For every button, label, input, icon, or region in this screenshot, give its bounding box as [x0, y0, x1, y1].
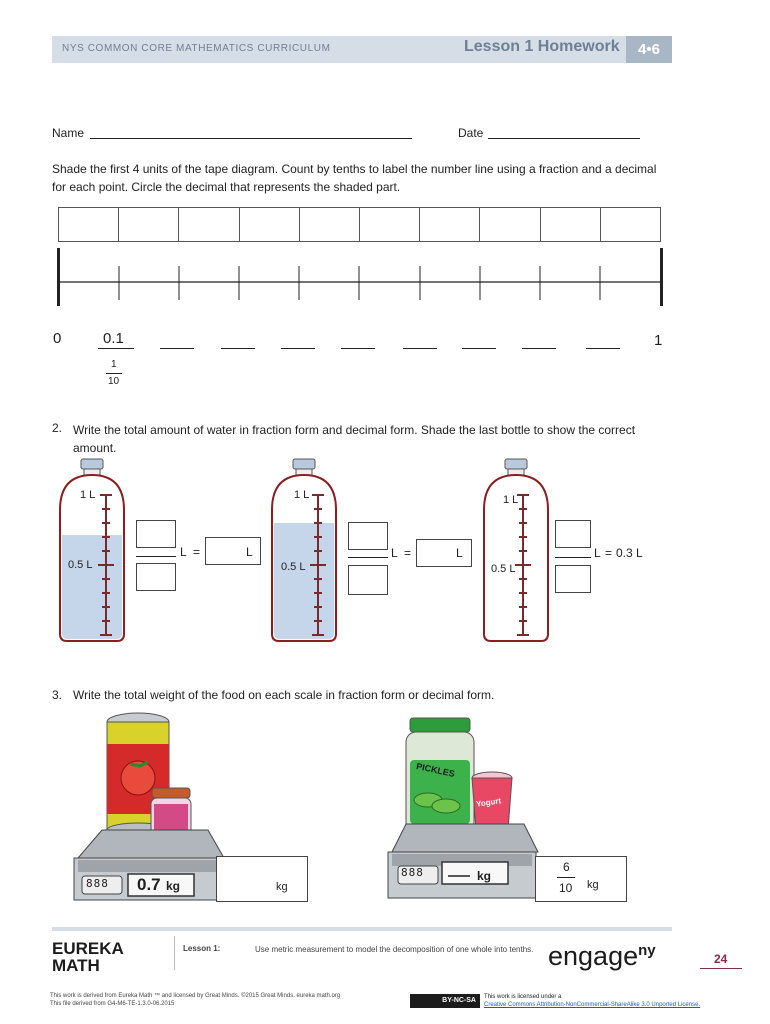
weight-fraction-denominator: 10: [559, 881, 573, 895]
problem3-number: 3.: [52, 688, 63, 702]
engageny-logo: [548, 941, 656, 972]
tape-unit[interactable]: [58, 207, 118, 242]
footer-lesson-description: Use metric measurement to model the decomposition of one whole into tenths.: [255, 945, 534, 954]
tape-unit[interactable]: [299, 207, 359, 242]
logo-line-2: MATH: [52, 956, 100, 975]
cc-badge-text: BY-NC-SA: [442, 997, 476, 1004]
denominator-box[interactable]: [348, 565, 388, 595]
water-bottle: [54, 458, 130, 644]
credit-line-1: This work is derived from Eureka Math ™ and licensed by Great Minds. ©2015 Great Minds. eureka math.org: [50, 993, 341, 999]
fraction-unit: L: [180, 545, 187, 559]
credit-line-2: This file derived from G4-M6-TE-1.3.0-06.2015: [50, 1001, 175, 1007]
bottle-top-label: 1 L: [294, 489, 310, 501]
number-line-start: 0: [53, 330, 62, 347]
decimal-blank[interactable]: [341, 347, 375, 349]
fraction-unit: L: [594, 546, 601, 560]
bottle-top-label: 1 L: [80, 489, 96, 501]
date-field[interactable]: [488, 138, 640, 139]
bottle-mid-label: 0.5 L: [491, 563, 516, 575]
scale-display-unit: kg: [166, 879, 181, 893]
weight-answer-unit: kg: [587, 879, 599, 891]
tape-unit[interactable]: [540, 207, 600, 242]
fraction-bar: [348, 557, 388, 558]
tape-unit[interactable]: [419, 207, 479, 242]
tape-unit[interactable]: [359, 207, 419, 242]
fraction-bar: [136, 556, 176, 557]
lesson-title: Lesson 1 Homework: [464, 38, 620, 55]
numerator-box[interactable]: [136, 520, 176, 548]
decimal-blank[interactable]: [221, 347, 255, 349]
tape-unit[interactable]: [178, 207, 238, 242]
decimal-blank[interactable]: [403, 347, 437, 349]
weight-answer-box[interactable]: [535, 856, 627, 902]
scale-display-unit: kg: [477, 869, 492, 883]
cc-license-badge[interactable]: [410, 994, 480, 1008]
decimal-blank[interactable]: [281, 347, 315, 349]
name-label: Name: [52, 126, 85, 140]
date-label: Date: [458, 126, 484, 140]
decimal-blank[interactable]: [522, 347, 556, 349]
first-fraction-denominator: 10: [108, 376, 120, 387]
bottle-mid-label: 0.5 L: [68, 559, 93, 571]
page-number: 24: [714, 952, 728, 966]
decimal-unit: L: [246, 545, 253, 559]
grade-module-badge: 4•6: [626, 36, 672, 63]
denominator-box[interactable]: [136, 563, 176, 591]
tape-unit[interactable]: [479, 207, 539, 242]
bottle-top-label: 1 L: [503, 494, 519, 506]
bottle-mid-label: 0.5 L: [281, 561, 306, 573]
decimal-blank[interactable]: [160, 347, 194, 349]
number-line-end: 1: [654, 332, 663, 349]
problem2-number: 2.: [52, 421, 63, 435]
footer-lesson-label: Lesson 1:: [183, 944, 221, 953]
equals-sign: =: [193, 545, 201, 559]
numerator-box[interactable]: [555, 520, 591, 548]
tape-unit[interactable]: [239, 207, 299, 242]
curriculum-title: NYS COMMON CORE MATHEMATICS CURRICULUM: [62, 43, 331, 54]
first-fraction-bar: [106, 373, 122, 374]
equals-sign: =: [605, 546, 613, 560]
name-field[interactable]: [90, 138, 412, 139]
first-decimal-underline: [98, 348, 134, 349]
denominator-box[interactable]: [555, 565, 591, 593]
license-text: [484, 993, 700, 1009]
equals-sign: =: [404, 546, 412, 560]
first-decimal-label: 0.1: [103, 330, 124, 347]
brand-text: engage: [548, 941, 639, 971]
decimal-unit: L: [456, 546, 463, 560]
decimal-blank[interactable]: [586, 347, 620, 349]
numerator-box[interactable]: [348, 522, 388, 550]
scale-buttons: 888: [401, 866, 424, 879]
license-link[interactable]: Creative Commons Attribution-NonCommercial-ShareAlike 3.0 Unported License.: [484, 1002, 701, 1008]
first-fraction-numerator: 1: [111, 359, 117, 370]
decimal-blank[interactable]: [462, 347, 496, 349]
water-bottle: [266, 458, 342, 644]
eureka-logo: [52, 940, 124, 974]
weight-fraction-numerator: 6: [563, 860, 570, 874]
license-line-1: This work is licensed under a: [484, 994, 562, 1000]
credit-text: [50, 992, 340, 1008]
footer-rule: [52, 927, 672, 931]
given-decimal-answer: 0.3 L: [616, 546, 643, 560]
decimal-answer-box[interactable]: [416, 539, 472, 567]
problem1-instruction: Shade the first 4 units of the tape diagram. Count by tenths to label the number line using a fraction and a decimal for each point. Circle the decimal that represents the shaded part.: [52, 162, 657, 194]
empty-water-bottle[interactable]: [478, 458, 554, 644]
problem2-instruction: Write the total amount of water in fraction form and decimal form. Shade the last bottle to show the correct amount.: [73, 423, 636, 455]
cup-label: Yogurt: [475, 796, 502, 809]
scale-buttons: 888: [86, 877, 109, 890]
weight-answer-unit: kg: [276, 881, 288, 893]
page-number-rule: [700, 968, 742, 969]
tape-unit[interactable]: [600, 207, 661, 242]
logo-line-1: EUREKA: [52, 939, 124, 958]
tape-diagram[interactable]: [58, 207, 661, 242]
jar-label: PICKLES: [415, 761, 456, 779]
scale-display-value: 0.7: [137, 875, 161, 894]
weight-answer-box[interactable]: [216, 856, 308, 902]
number-line: [52, 244, 668, 308]
tape-unit[interactable]: [118, 207, 178, 242]
fraction-bar: [555, 557, 591, 558]
brand-superscript: ny: [638, 942, 656, 959]
fraction-unit: L: [391, 546, 398, 560]
problem3-instruction: Write the total weight of the food on each scale in fraction form or decimal form.: [73, 688, 495, 702]
weight-fraction-bar: [557, 877, 575, 878]
footer-divider: [174, 936, 175, 970]
